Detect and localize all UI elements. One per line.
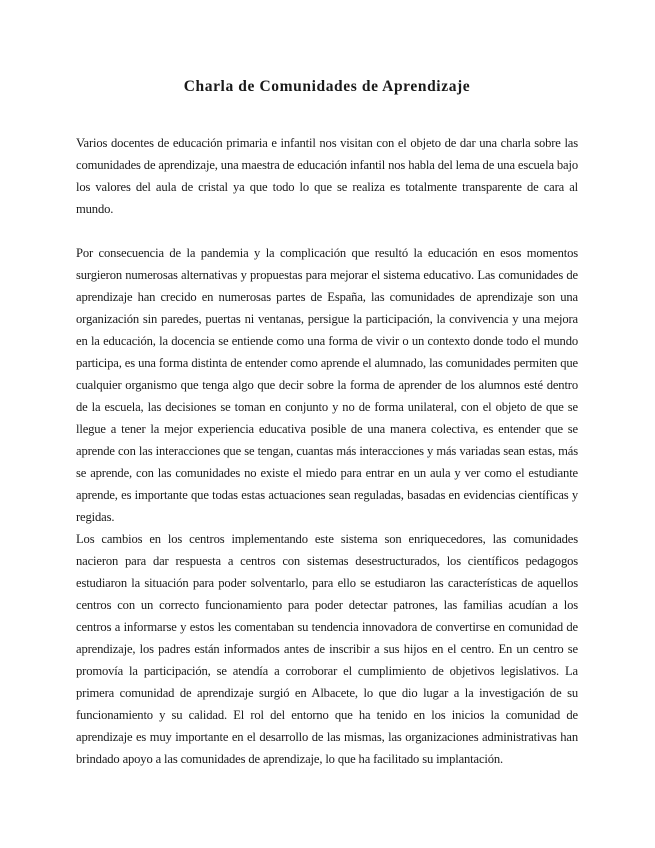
paragraph-pandemic: Por consecuencia de la pandemia y la complicación que resultó la educación en esos momentos surgieron numerosas alternativas y propuestas para mejorar el sistema educativo. Las comunidades de aprendizaje han crecido en numerosas partes de España, las comunidades de aprendizaje son una organización sin paredes, puertas ni ventanas, persigue la participación, la convivencia y una mejora en la educación, la docencia se entiende como una forma de vivir o un contexto donde todo el mundo participa, es una forma distinta de entender como aprende el alumnado, las comunidades permiten que cualquier organismo que tenga algo que decir sobre la forma de aprender de los alumnos esté dentro de la escuela, las decisiones se toman en conjunto y no de forma unilateral, con el objeto de que se llegue a tener la mejor experiencia educativa posible de una manera colectiva, es entender que se aprende con las interacciones que se tengan, cuantas más interacciones y más variadas sean estas, más se aprende, con las comunidades no existe el miedo para entrar en un aula y ver como el estudiante aprende, es importante que todas estas actuaciones sean reguladas, basadas en evidencias científicas y regidas. — [76, 246, 578, 524]
paragraph-intro: Varios docentes de educación primaria e infantil nos visitan con el objeto de dar una charla sobre las comunidades de aprendizaje, una maestra de educación infantil nos habla del lema de una escuela bajo los valores del aula de cristal ya que todo lo que se realiza es totalmente transparente de cara al mundo. — [76, 136, 578, 216]
document-title: Charla de Comunidades de Aprendizaje — [183, 78, 471, 95]
paragraph-changes: Los cambios en los centros implementando este sistema son enriquecedores, las comunidades nacieron para dar respuesta a centros con sistemas desestructurados, los científicos pedagogos estudiaron la situación para poder solventarlo, para ello se estudiaron las características de aquellos centros con un correcto funcionamiento para poder detectar patrones, las familias acudían a los centros a informarse y estos les comentaban su tendencia innovadora de convertirse en comunidad de aprendizaje, los padres están informados antes de inscribir a sus hijos en el centro. En un centro se promovía la participación, se atendía a corroborar el cumplimiento de objetivos legislativos. La primera comunidad de aprendizaje surgió en Albacete, lo que dio lugar a la investigación de su funcionamiento y su calidad. El rol del entorno que ha tenido en los inicios la comunidad de aprendizaje es muy importante en el desarrollo de las mismas, las organizaciones administrativas han brindado apoyo a las comunidades de aprendizaje, lo que ha facilitado su implantación. — [76, 532, 578, 766]
document-page — [76, 76, 578, 770]
